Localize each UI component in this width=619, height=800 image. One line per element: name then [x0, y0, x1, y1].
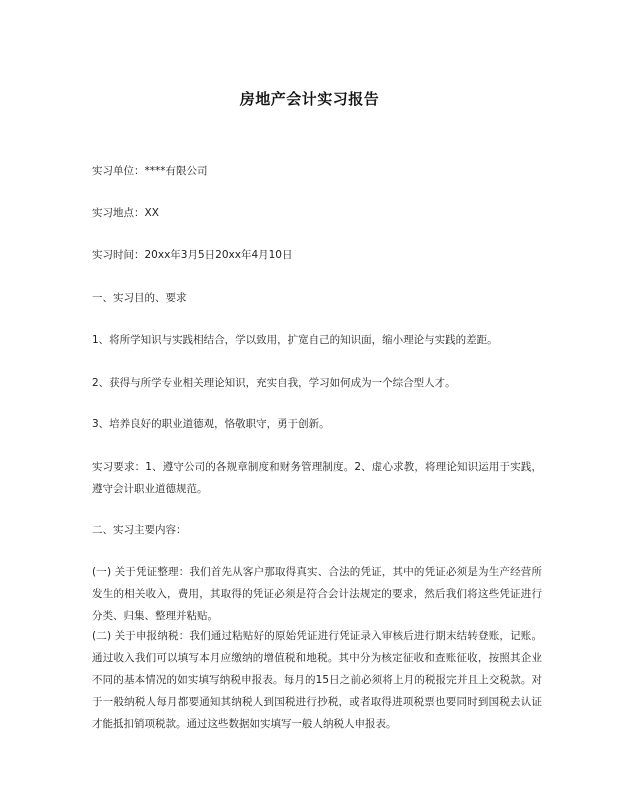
purpose-item-2: 2、获得与所学专业相关理论知识，充实自我，学习如何成为一个综合型人才。 — [92, 377, 456, 389]
purpose-item-3: 3、培养良好的职业道德观，恪敬职守，勇于创新。 — [92, 418, 330, 430]
purpose-item-1: 1、将所学知识与实践相结合，学以致用，扩宽自己的知识面，缩小理论与实践的差距。 — [92, 334, 498, 346]
document-title: 房地产会计实习报告 — [239, 90, 380, 108]
section-heading-purpose: 一、实习目的、要求 — [92, 292, 187, 304]
internship-time: 实习时间：20xx年3月5日20xx年4月10日 — [92, 249, 293, 261]
voucher-paragraph: (一) 关于凭证整理：我们首先从客户那取得真实、合法的凭证，其中的凭证必须是为生产经营所发生的相关收入，费用，其取得的凭证必须是符合会计法规定的要求，然后我们将这些凭证进行分类、归集、整理并粘贴。 — [92, 566, 542, 622]
internship-unit: 实习单位：****有限公司 — [92, 165, 208, 177]
requirements-paragraph: 实习要求：1、遵守公司的各规章制度和财务管理制度。2、虚心求教，将理论知识运用于实践，遵守会计职业道德规范。 — [92, 461, 542, 495]
section-heading-content: 二、实习主要内容： — [92, 524, 187, 536]
internship-location: 实习地点：XX — [92, 207, 159, 219]
tax-filing-paragraph: (二) 关于申报纳税：我们通过粘贴好的原始凭证进行凭证录入审核后进行期末结转登账，记账。通过收入我们可以填写本月应缴纳的增值税和地税。其中分为核定征收和查账征收，按照其企业不同的基本情况的如实填写纳税申报表。每月的15日之前必须将上月的税报完并且上交税款。对于一般纳税人每月都要通知其纳税人到国税进行抄税，或者取得进项税票也要同时到国税去认证才能抵扣销项税款。通过这些数据如实填写一般人纳税人申报表。 — [92, 630, 542, 730]
